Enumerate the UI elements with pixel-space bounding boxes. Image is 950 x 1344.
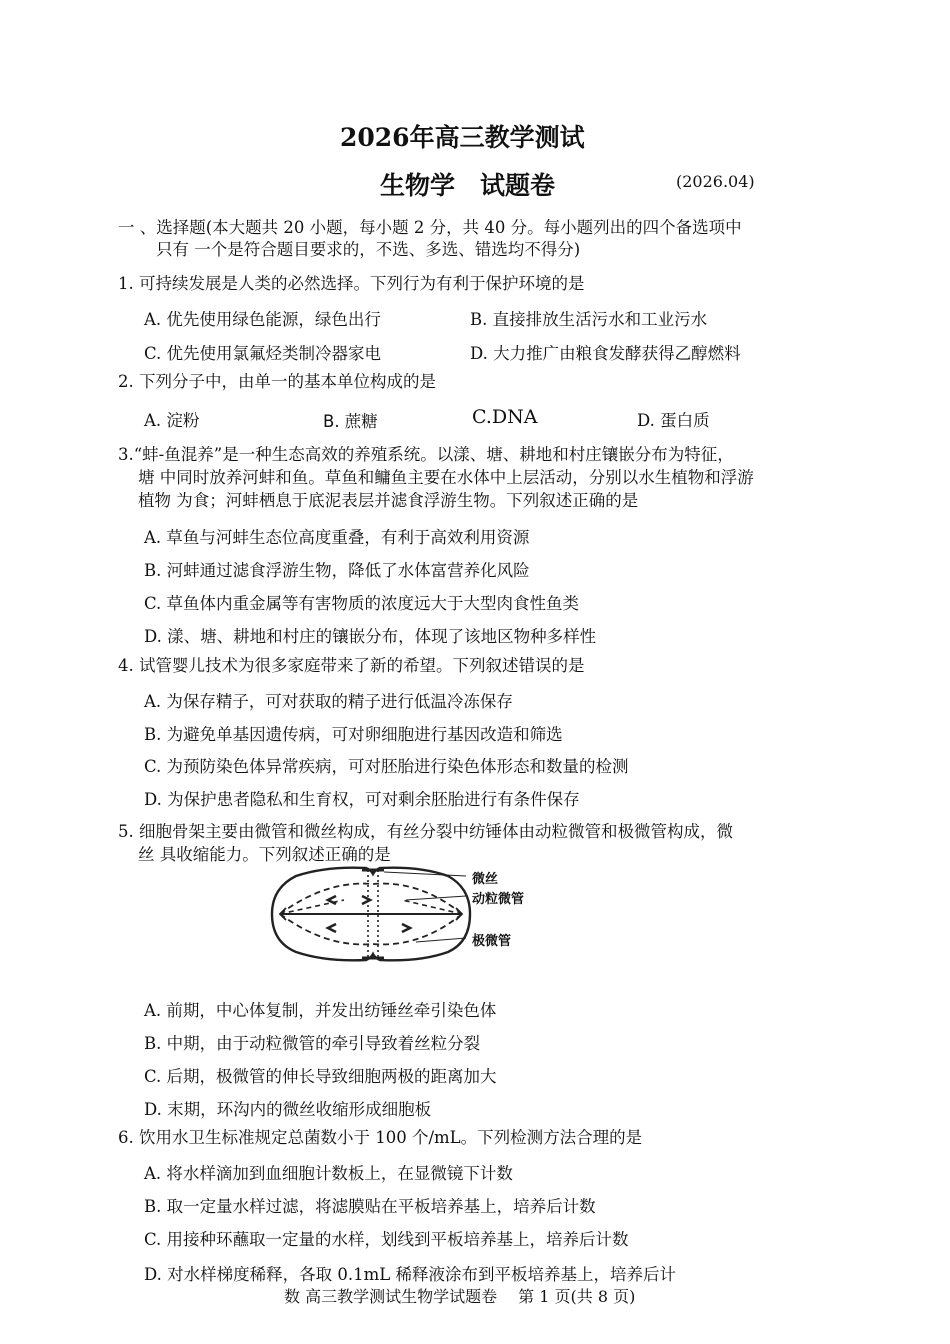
q5-option-c: C. 后期，极微管的伸长导致细胞两极的距离加大 xyxy=(144,1067,497,1086)
exam-date: (2026.04) xyxy=(676,172,755,191)
q3-stem-line2: 塘 中同时放养河蚌和鱼。草鱼和鳙鱼主要在水体中上层活动，分别以水生植物和浮游 xyxy=(138,468,754,487)
q3-option-b: B. 河蚌通过滤食浮游生物，降低了水体富营养化风险 xyxy=(144,561,530,580)
q4-option-d: D. 为保护患者隐私和生育权，可对剩余胚胎进行有条件保存 xyxy=(144,790,580,809)
q1-option-d: D. 大力推广由粮食发酵获得乙醇燃料 xyxy=(470,344,741,363)
q1-option-c: C. 优先使用氯氟烃类制冷器家电 xyxy=(144,344,382,363)
q3-stem-line3: 植物 为食；河蚌栖息于底泥表层并滤食浮游生物。下列叙述正确的是 xyxy=(138,491,639,510)
q1-option-b: B. 直接排放生活污水和工业污水 xyxy=(470,310,708,329)
q5-stem-line2: 丝 具收缩能力。下列叙述正确的是 xyxy=(138,845,391,864)
q4-option-c: C. 为预防染色体异常疾病，可对胚胎进行染色体形态和数量的检测 xyxy=(144,757,629,776)
q6-option-d: D. 对水样梯度稀释，各取 0.1mL 稀释液涂布到平板培养基上，培养后计 xyxy=(144,1265,676,1284)
label-polar-microtubule: 极微管 xyxy=(472,934,512,949)
spindle-diagram xyxy=(266,862,536,966)
q3-option-d: D. 漾、塘、耕地和村庄的镶嵌分布，体现了该地区物种多样性 xyxy=(144,627,597,646)
q5-option-a: A. 前期，中心体复制，并发出纺锤丝牵引染色体 xyxy=(144,1001,497,1020)
q2-option-a: A. 淀粉 xyxy=(144,411,200,430)
section-instructions-line1: 一 、选择题(本大题共 20 小题，每小题 2 分，共 40 分。每小题列出的四个备选项中 xyxy=(118,218,742,237)
q3-option-a: A. 草鱼与河蚌生态位高度重叠，有利于高效利用资源 xyxy=(144,528,530,547)
q1-stem: 1. 可持续发展是人类的必然选择。下列行为有利于保护环境的是 xyxy=(118,274,585,293)
page-title: 2026年高三教学测试 xyxy=(340,123,585,152)
q4-option-b: B. 为避免单基因遗传病，可对卵细胞进行基因改造和筛选 xyxy=(144,725,563,744)
section-instructions-line2: 只有 一个是符合题目要求的，不选、多选、错选均不得分) xyxy=(156,240,581,259)
label-kinetochore-microtubule: 动粒微管 xyxy=(472,892,525,907)
q5-stem-line1: 5. 细胞骨架主要由微管和微丝构成，有丝分裂中纺锤体由动粒微管和极微管构成，微 xyxy=(118,822,733,841)
q3-option-c: C. 草鱼体内重金属等有害物质的浓度远大于大型肉食性鱼类 xyxy=(144,594,580,613)
q6-option-b: B. 取一定量水样过滤，将滤膜贴在平板培养基上，培养后计数 xyxy=(144,1197,596,1216)
page-subtitle: 生物学 试题卷 xyxy=(380,171,556,200)
q4-stem: 4. 试管婴儿技术为很多家庭带来了新的希望。下列叙述错误的是 xyxy=(118,656,585,675)
q2-stem: 2. 下列分子中，由单一的基本单位构成的是 xyxy=(118,372,436,391)
q2-option-b: B. 蔗糖 xyxy=(323,412,378,431)
q2-option-d: D. 蛋白质 xyxy=(637,411,710,430)
q5-option-d: D. 末期，环沟内的微丝收缩形成细胞板 xyxy=(144,1100,432,1119)
page-footer: 数 高三教学测试生物学试题卷 第 1 页(共 8 页) xyxy=(284,1287,636,1306)
q5-option-b: B. 中期，由于动粒微管的牵引导致着丝粒分裂 xyxy=(144,1034,481,1053)
q6-option-a: A. 将水样滴加到血细胞计数板上，在显微镜下计数 xyxy=(144,1164,513,1183)
q6-option-c: C. 用接种环蘸取一定量的水样，划线到平板培养基上，培养后计数 xyxy=(144,1230,629,1249)
q3-stem-line1: 3.“蚌-鱼混养”是一种生态高效的养殖系统。以漾、塘、耕地和村庄镶嵌分布为特征， xyxy=(118,445,734,464)
q4-option-a: A. 为保存精子，可对获取的精子进行低温冷冻保存 xyxy=(144,692,513,711)
q1-option-a: A. 优先使用绿色能源，绿色出行 xyxy=(144,310,381,329)
label-microfilament: 微丝 xyxy=(472,872,499,887)
q6-stem: 6. 饮用水卫生标准规定总菌数小于 100 个/mL。下列检测方法合理的是 xyxy=(118,1128,643,1147)
q2-option-c: C.DNA xyxy=(472,406,538,428)
